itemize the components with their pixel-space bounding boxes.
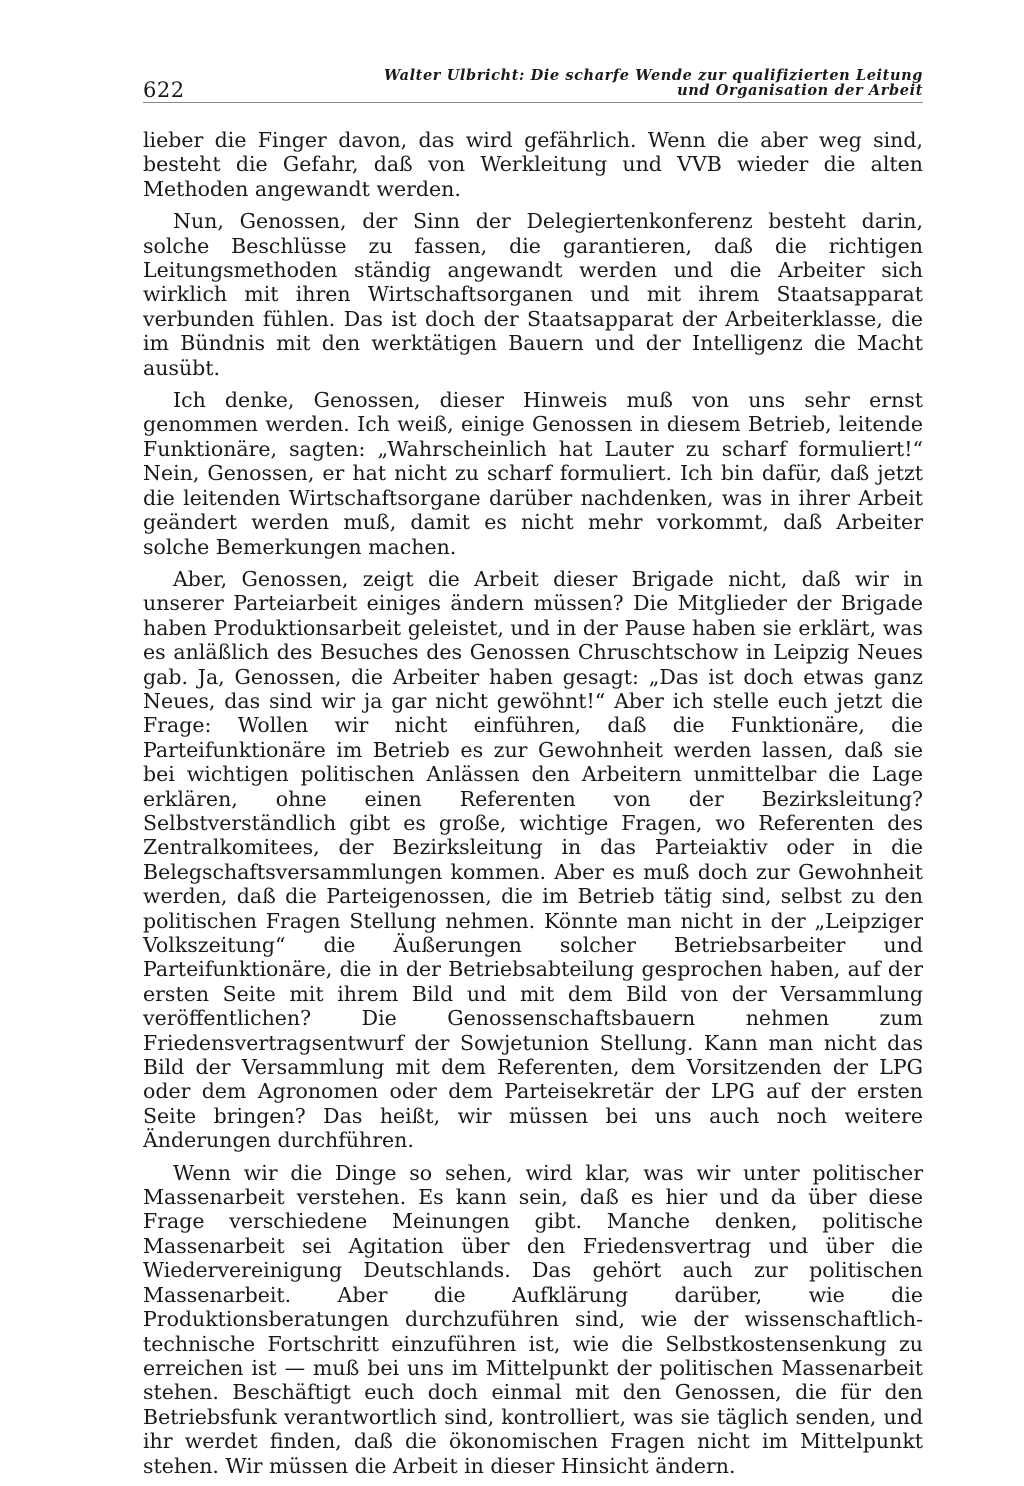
page-number: 622 xyxy=(143,78,185,102)
running-head-line-1: Walter Ulbricht: Die scharfe Wende zur qualifizierten Leitung xyxy=(383,67,923,84)
body-text xyxy=(143,128,923,1486)
paragraph: Aber, Genossen, zeigt die Arbeit dieser Brigade nicht, daß wir in unserer Parteiarbeit einiges ändern müssen? Die Mitglieder der Brigade haben Produktionsarbeit geleistet, und in der Pause haben sie erklärt, was es anläßlich des Besuches des Genossen Chruschtschow in Leipzig Neues gab. Ja, Genossen, die Arbeiter haben gesagt: „Das ist doch etwas ganz Neues, das sind wir ja gar nicht gewöhnt!“ Aber ich stelle euch jetzt die Frage: Wollen wir nicht einführen, daß die Funktionäre, die Parteifunktionäre im Betrieb es zur Gewohnheit werden lassen, daß sie bei wichtigen politischen Anlässen den Arbeitern unmittelbar die Lage erklären, ohne einen Referenten von der Bezirksleitung? Selbstverständlich gibt es große, wichtige Fragen, wo Referenten des Zentralkomitees, der Bezirksleitung in das Parteiaktiv oder in die Belegschaftsversammlungen kommen. Aber es muß doch zur Gewohnheit werden, daß die Parteigenossen, die im Betrieb tätig sind, selbst zu den politischen Fragen Stellung nehmen. Könnte man nicht in der „Leipziger Volkszeitung“ die Äußerungen solcher Betriebsarbeiter und Parteifunktionäre, die in der Betriebsabteilung gesprochen haben, auf der ersten Seite mit ihrem Bild und mit dem Bild von der Versammlung veröffentlichen? Die Genossenschaftsbauern nehmen zum Friedensvertragsentwurf der Sowjetunion Stellung. Kann man nicht das Bild der Versammlung mit dem Referenten, dem Vorsitzenden der LPG oder dem Agronomen oder dem Parteisekretär der LPG auf der ersten Seite bringen? Das heißt, wir müssen bei uns auch noch weitere Änderungen durchführen. xyxy=(143,566,923,1153)
running-head-line-2: und Organisation der Arbeit xyxy=(677,82,923,99)
page-header xyxy=(143,68,923,104)
paragraph: Wenn wir die Dinge so sehen, wird klar, was wir unter politischer Massenarbeit verstehen. Es kann sein, daß es hier und da über diese Frage verschiedene Meinungen gibt. Manche denken, politische Massenarbeit sei Agitation über den Friedensvertrag und über die Wiedervereinigung Deutschlands. Das gehört auch zur politischen Massenarbeit. Aber die Aufklärung darüber, wie die Produktionsberatungen durchzuführen sind, wie der wissenschaftlich-technische Fortschritt einzuführen ist, wie die Selbstkostensenkung zu erreichen ist — muß bei uns im Mittelpunkt der politischen Massenarbeit stehen. Beschäftigt euch doch einmal mit den Genossen, die für den Betriebsfunk verantwortlich sind, kontrolliert, was sie täglich senden, und ihr werdet finden, daß die ökonomischen Fragen nicht im Mittelpunkt stehen. Wir müssen die Arbeit in dieser Hinsicht ändern. xyxy=(143,1160,923,1478)
paragraph: Nun, Genossen, der Sinn der Delegiertenkonferenz besteht darin, solche Beschlüsse zu fassen, die garantieren, daß die richtigen Leitungsmethoden ständig angewandt werden und die Arbeiter sich wirklich mit ihren Wirtschaftsorganen und mit ihrem Staatsapparat verbunden fühlen. Das ist doch der Staatsapparat der Arbeiterklasse, die im Bündnis mit den werktätigen Bauern und der Intelligenz die Macht ausübt. xyxy=(143,209,923,380)
paragraph: Ich denke, Genossen, dieser Hinweis muß von uns sehr ernst genommen werden. Ich weiß, einige Genossen in diesem Betrieb, leitende Funktionäre, sagten: „Wahrscheinlich hat Lauter zu scharf formuliert!“ Nein, Genossen, er hat nicht zu scharf formuliert. Ich bin dafür, daß jetzt die leitenden Wirtschaftsorgane darüber nachdenken, was in ihrer Arbeit geändert werden muß, damit es nicht mehr vorkommt, daß Arbeiter solche Bemerkungen machen. xyxy=(143,388,923,559)
paragraph-continued: lieber die Finger davon, das wird gefährlich. Wenn die aber weg sind, besteht die Gefahr, daß von Werkleitung und VVB wieder die alten Methoden angewandt werden. xyxy=(143,128,923,201)
running-head xyxy=(384,68,923,98)
header-rule xyxy=(143,102,923,103)
